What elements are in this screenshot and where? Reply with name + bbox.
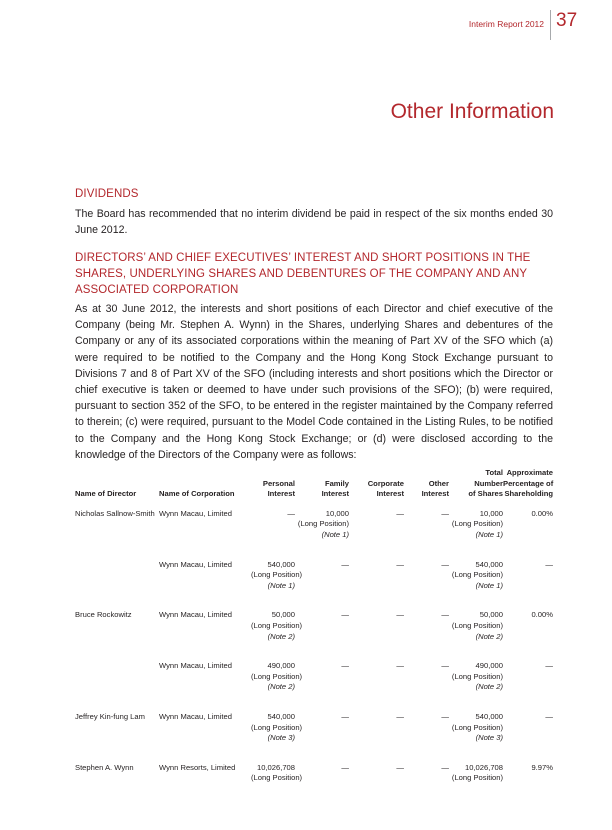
- dividends-paragraph: The Board has recommended that no interim dividend be paid in respect of the six months ended 30 June 2012.: [75, 208, 553, 237]
- cell-personal-interest: 50,000 (Long Position) (Note 2): [251, 610, 303, 641]
- cell-other-interest: —: [441, 711, 449, 721]
- cell-personal-interest: 10,026,708 (Long Position): [251, 762, 303, 783]
- cell-other-interest: —: [441, 610, 449, 620]
- page-number: 37: [556, 10, 578, 31]
- cell-total-shares: 540,000 (Long Position) (Note 1): [451, 559, 503, 590]
- cell-family-interest: —: [341, 661, 349, 671]
- cell-family-interest: —: [341, 711, 349, 721]
- directors-interest-heading: DIRECTORS’ AND CHIEF EXECUTIVES’ INTEREST AND SHORT POSITIONS IN THE SHARES, UNDERLYING SHARES AND DEBENTURES OF THE COMPANY AND ANY ASSOCIATED CORPORATION: [75, 252, 531, 296]
- cell-corporate-interest: —: [396, 610, 404, 620]
- cell-total-shares: 540,000 (Long Position) (Note 3): [451, 711, 503, 743]
- cell-family-interest: 10,000 (Long Position) (Note 1): [297, 508, 349, 539]
- cell-total-shares: 10,000 (Long Position) (Note 1): [451, 508, 503, 539]
- header-other-interest: Other Interest: [421, 478, 449, 499]
- cell-family-interest: —: [341, 610, 349, 620]
- cell-personal-interest: 540,000 (Long Position) (Note 3): [251, 711, 303, 743]
- directors-interest-table: [75, 468, 553, 803]
- table-header-row: [75, 468, 553, 509]
- cell-other-interest: —: [441, 762, 449, 772]
- cell-personal-interest: —: [287, 508, 295, 518]
- cell-corporate-interest: —: [396, 711, 404, 721]
- table-row: [75, 610, 553, 661]
- cell-other-interest: —: [441, 508, 449, 518]
- cell-corporation: Wynn Macau, Limited: [159, 610, 232, 620]
- report-name: Interim Report 2012: [468, 19, 544, 29]
- cell-percentage: 0.00%: [531, 508, 553, 518]
- cell-director: Nicholas Sallnow-Smith: [75, 508, 155, 518]
- table-row: [75, 661, 553, 712]
- cell-corporation: Wynn Macau, Limited: [159, 711, 232, 721]
- cell-director: Jeffrey Kin-fung Lam: [75, 711, 145, 721]
- cell-percentage: —: [545, 711, 553, 721]
- cell-other-interest: —: [441, 661, 449, 671]
- header-personal-interest: Personal Interest: [262, 478, 295, 499]
- page-header: [0, 10, 612, 50]
- cell-percentage: —: [545, 559, 553, 569]
- header-name-of-corporation: Name of Corporation: [159, 489, 235, 499]
- cell-personal-interest: 490,000 (Long Position) (Note 2): [251, 661, 303, 692]
- dividends-heading: DIVIDENDS: [75, 188, 139, 200]
- header-divider: [550, 10, 551, 40]
- cell-percentage: 0.00%: [531, 610, 553, 620]
- cell-corporation: Wynn Macau, Limited: [159, 508, 232, 518]
- cell-corporate-interest: —: [396, 762, 404, 772]
- cell-director: [75, 560, 159, 611]
- cell-family-interest: —: [341, 762, 349, 772]
- header-approximate-percentage: Approximate Percentage of Shareholding: [503, 468, 554, 499]
- cell-corporation: Wynn Macau, Limited: [159, 661, 232, 671]
- cell-corporation: Wynn Macau, Limited: [159, 559, 232, 569]
- table-row: [75, 712, 553, 763]
- cell-corporate-interest: —: [396, 661, 404, 671]
- table-row: [75, 560, 553, 611]
- cell-total-shares: 490,000 (Long Position) (Note 2): [451, 661, 503, 692]
- header-family-interest: Family Interest: [321, 478, 349, 499]
- cell-percentage: 9.97%: [531, 762, 553, 772]
- cell-corporate-interest: —: [396, 559, 404, 569]
- header-total-number-of-shares: Total Number of Shares: [468, 468, 503, 499]
- table-row: [75, 763, 553, 803]
- cell-director: Bruce Rockowitz: [75, 610, 132, 620]
- header-name-of-director: Name of Director: [75, 489, 137, 499]
- table-row: [75, 509, 553, 560]
- page-title: Other Information: [390, 100, 554, 123]
- directors-interest-paragraph: As at 30 June 2012, the interests and short positions of each Director and chief executive of the Company (being Mr. Stephen A. Wynn) in the Shares, underlying Shares and debentures of the Company or any of its associated corporations within the meaning of Part XV of the SFO which (a) were required to be notified to the Company and the Hong Kong Stock Exchange pursuant to Divisions 7 and 8 of Part XV of the SFO (including interests and short positions which the Director or chief executive is taken or deemed to have under such provisions of the SFO); (b) were required, pursuant to section 352 of the SFO, to be entered in the register maintained by the Company referred to therein; (c) were required, pursuant to the Model Code contained in the Listing Rules, to be notified to the Company and the Hong Kong Stock Exchange; or (d) were disclosed according to the knowledge of the Directors of the Company were as follows:: [75, 303, 553, 461]
- cell-director: [75, 661, 159, 712]
- cell-total-shares: 10,026,708 (Long Position): [451, 762, 503, 783]
- cell-personal-interest: 540,000 (Long Position) (Note 1): [251, 559, 303, 590]
- cell-family-interest: —: [341, 559, 349, 569]
- cell-corporate-interest: —: [396, 508, 404, 518]
- cell-total-shares: 50,000 (Long Position) (Note 2): [451, 610, 503, 641]
- header-corporate-interest: Corporate Interest: [367, 478, 404, 499]
- cell-percentage: —: [545, 661, 553, 671]
- cell-corporation: Wynn Resorts, Limited: [159, 762, 236, 772]
- cell-director: Stephen A. Wynn: [75, 762, 134, 772]
- cell-other-interest: —: [441, 559, 449, 569]
